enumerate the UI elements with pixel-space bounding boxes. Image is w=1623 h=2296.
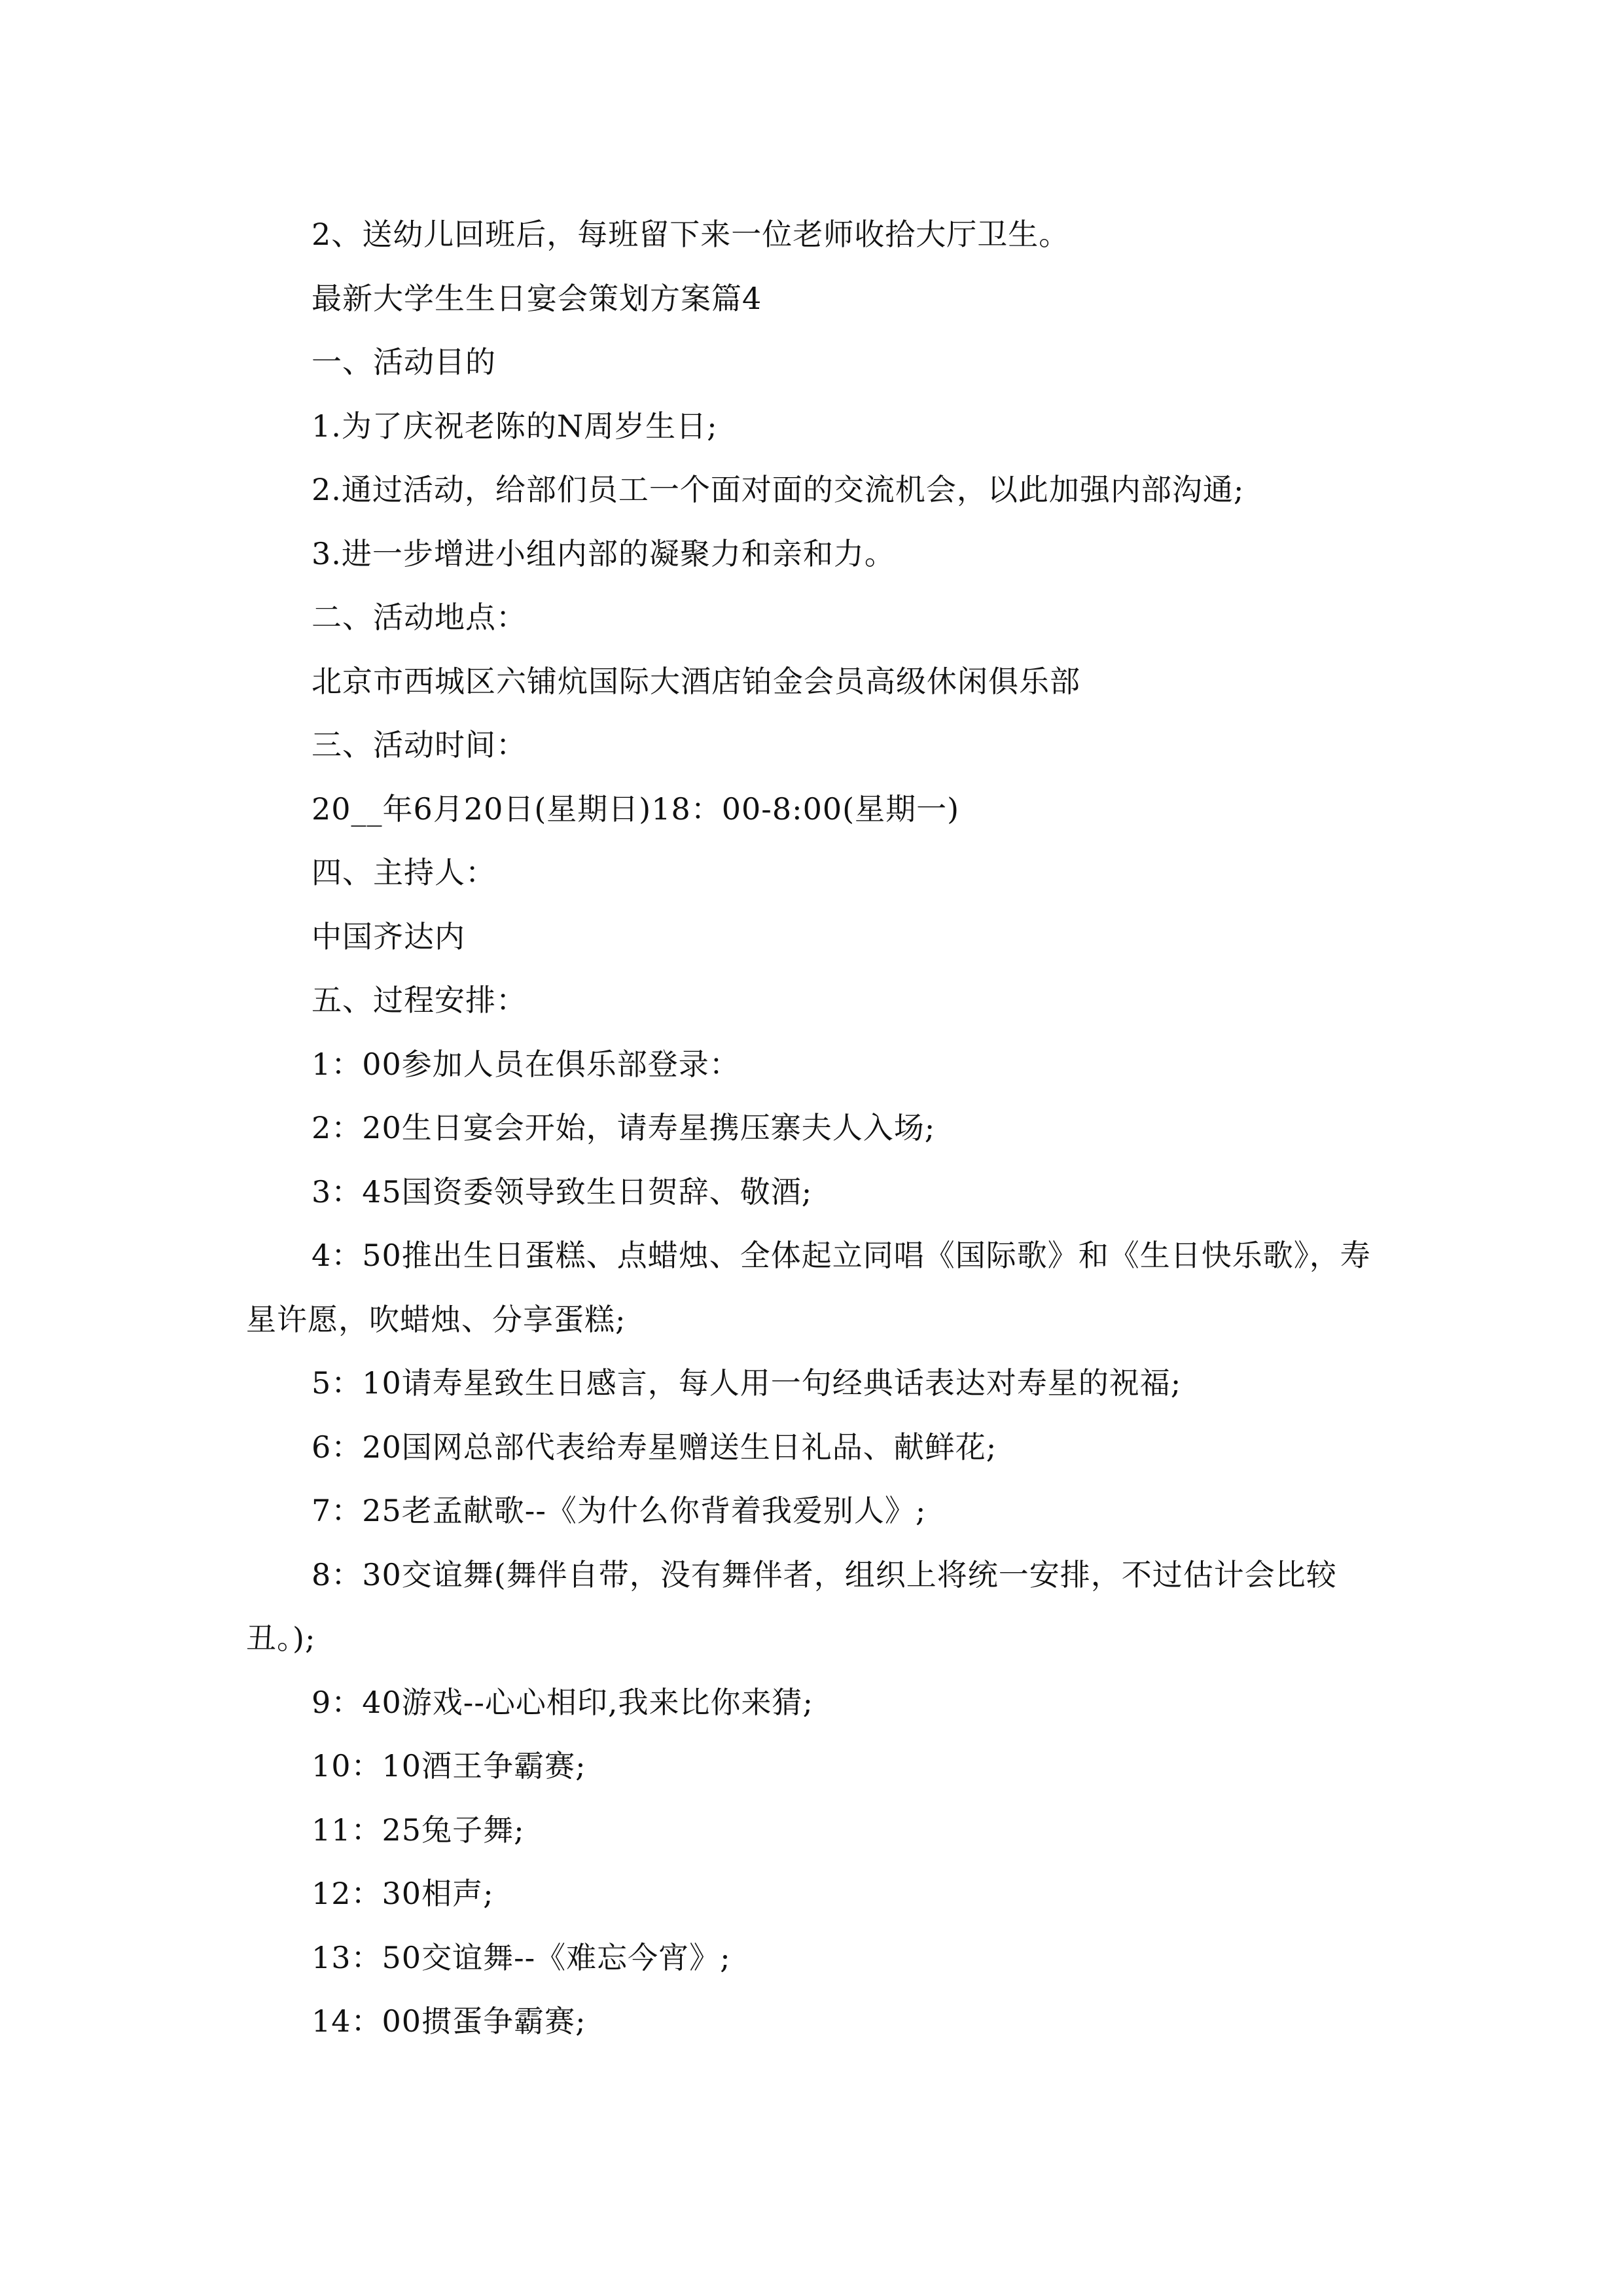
- schedule-item: 12：30相声;: [312, 1876, 494, 1911]
- heading-schedule: 五、过程安排：: [312, 982, 527, 1018]
- schedule-item: 2：20生日宴会开始，请寿星携压寨夫人入场;: [312, 1110, 936, 1145]
- schedule-item: 8：30交谊舞(舞伴自带，没有舞伴者，组织上将统一安排，不过估计会比较丑。);: [246, 1556, 1337, 1656]
- schedule-item: 3：45国资委领导致生日贺辞、敬酒;: [312, 1174, 813, 1210]
- schedule-item: 6：20国网总部代表给寿星赠送生日礼品、献鲜花;: [312, 1429, 997, 1465]
- location-text: 北京市西城区六铺炕国际大酒店铂金会员高级休闲俱乐部: [312, 663, 1080, 699]
- document-body: [246, 203, 1385, 2054]
- schedule-item: 4：50推出生日蛋糕、点蜡烛、全体起立同唱《国际歌》和《生日快乐歌》，寿星许愿，吹蜡烛、分享蛋糕;: [246, 1238, 1371, 1337]
- schedule-item: 13：50交谊舞--《难忘今宵》;: [312, 1939, 731, 1975]
- schedule-item: 5：10请寿星致生日感言，每人用一句经典话表达对寿星的祝福;: [312, 1365, 1182, 1401]
- heading-activity-purpose: 一、活动目的: [312, 344, 496, 380]
- purpose-item-1: 1.为了庆祝老陈的N周岁生日;: [312, 408, 718, 444]
- heading-activity-location: 二、活动地点：: [312, 600, 527, 635]
- section-title: 最新大学生生日宴会策划方案篇4: [312, 280, 762, 316]
- schedule-item: 14：00掼蛋争霸赛;: [312, 2003, 586, 2039]
- schedule-item: 7：25老孟献歌--《为什么你背着我爱别人》;: [312, 1493, 927, 1528]
- schedule-item: 9：40游戏--心心相印,我来比你来猜;: [312, 1684, 814, 1720]
- host-name: 中国齐达内: [312, 918, 465, 954]
- schedule-item: 1：00参加人员在俱乐部登录：: [312, 1046, 740, 1082]
- time-text: 20__年6月20日(星期日)18：00-8:00(星期一): [312, 791, 960, 827]
- heading-host: 四、主持人：: [312, 855, 496, 890]
- schedule-item: 10：10酒王争霸赛;: [312, 1748, 586, 1784]
- purpose-item-2: 2.通过活动，给部们员工一个面对面的交流机会，以此加强内部沟通;: [312, 472, 1245, 507]
- schedule-item: 11：25兔子舞;: [312, 1812, 525, 1848]
- paragraph-closing-duty: 2、送幼儿回班后，每班留下来一位老师收拾大厅卫生。: [312, 217, 1070, 252]
- heading-activity-time: 三、活动时间：: [312, 727, 527, 762]
- purpose-item-3: 3.进一步增进小组内部的凝聚力和亲和力。: [312, 535, 895, 571]
